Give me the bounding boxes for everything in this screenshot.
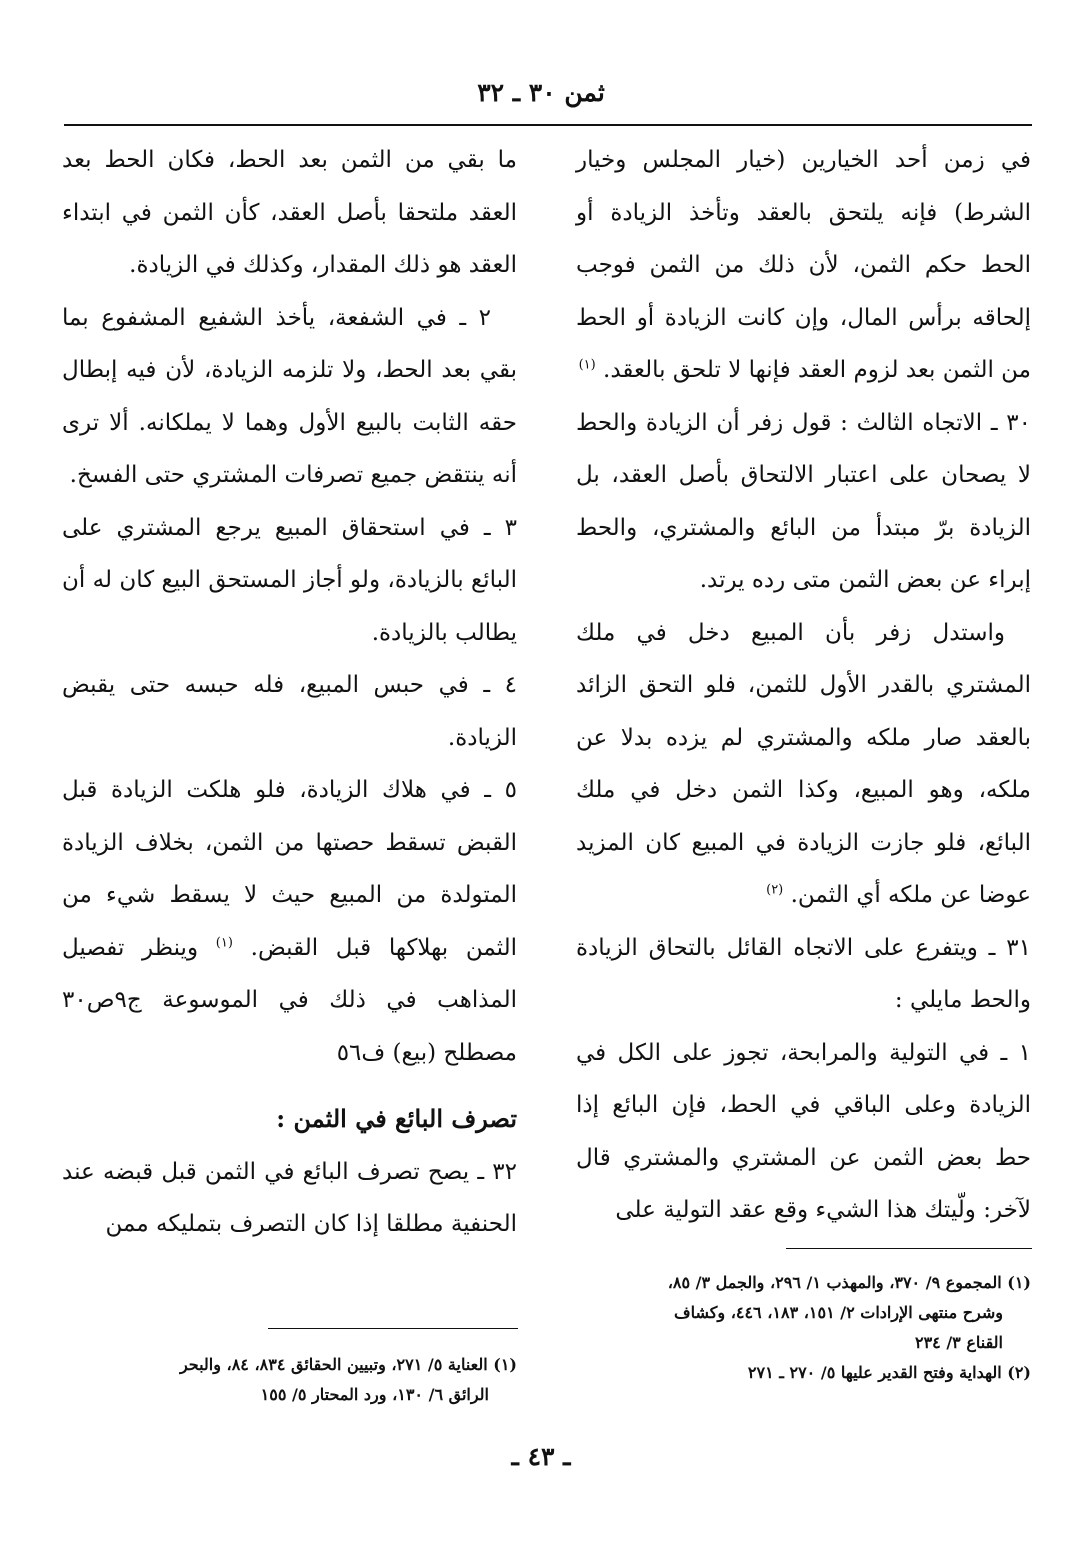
footnote: (١) المجموع ٩/ ٣٧٠، والمهذب ١/ ٢٩٦، والجمل ٣/ ٨٥،: [667, 1273, 1031, 1292]
paragraph: واستدل زفر بأن المبيع دخل في ملك المشتري بالقدر الأول للثمن، فلو التحق الزائد بالعقد صار ملكه والمشتري لم يزده بدلا عن ملكه، وهو المبيع، وكذا الثمن دخل في ملك البائع، فلو جازت الزيادة في المبيع كان المزيد عوضا عن ملكه أي الثمن. $^{(٢)}$: [576, 619, 1031, 908]
footnote-continuation: وشرح منتهى الإرادات ٢/ ١٥١، ١٨٣، ٤٤٦، وكشاف: [674, 1303, 1003, 1322]
footnotes-left: [62, 1350, 517, 1410]
footnote-ref: (٢): [766, 882, 784, 898]
paragraph: ٥ ـ في هلاك الزيادة، فلو هلكت الزيادة قبل القبض تسقط حصتها من الثمن، بخلاف الزيادة المتولدة من المبيع حيث لا يسقط شيء من الثمن بهلاكها قبل القبض. $^{(١)}$ وينظر تفصيل المذاهب في ذلك في الموسوعة ج٩ص٣٠ مصطلح (بيع) ف٥٦: [62, 777, 518, 1066]
footnote-continuation: الرائق ٦/ ١٣٠، ورد المحتار ٥/ ١٥٥: [260, 1385, 489, 1404]
paragraph: ٣ ـ في استحقاق المبيع يرجع المشتري على البائع بالزيادة، ولو أجاز المستحق البيع كان له أن يطالب بالزيادة.: [62, 514, 517, 646]
footnote-ref: (١): [578, 357, 596, 373]
paragraph: ٣١ ـ ويتفرع على الاتجاه القائل بالتحاق الزيادة والحط مايلي :: [576, 934, 1031, 1013]
footnote-rule: [268, 1328, 518, 1329]
paragraph: ٢ ـ في الشفعة، يأخذ الشفيع المشفوع بما بقي بعد الحط، ولا تلزمه الزيادة، لأن فيه إبطال حقه الثابت بالبيع الأول وهما لا يملكانه. ألا ترى أنه ينتقض جميع تصرفات المشتري حتى الفسخ.: [62, 304, 517, 488]
paragraph: ما بقي من الثمن بعد الحط، فكان الحط بعد العقد ملتحقا بأصل العقد، كأن الثمن في ابتداء العقد هو ذلك المقدار، وكذلك في الزيادة.: [62, 147, 517, 278]
paragraph: ٤ ـ في حبس المبيع، فله حبسه حتى يقبض الزيادة.: [62, 672, 517, 751]
page-number: ـ ٤٣ ـ: [511, 1442, 571, 1471]
footnote: (٢) الهداية وفتح القدير عليها ٥/ ٢٧٠ ـ ٢٧١: [747, 1363, 1031, 1382]
footnote: (١) العناية ٥/ ٢٧١، وتبيين الحقائق ٨٣٤، ٨٤، والبحر: [179, 1355, 517, 1374]
paragraph: ١ ـ في التولية والمرابحة، تجوز على الكل في الزيادة وعلى الباقي في الحط، فإن البائع إذا حط بعض الثمن عن المشتري والمشتري قال لآخر: ولّيتك هذا الشيء وقع عقد التولية على: [576, 1039, 1031, 1223]
page-header: ثمن ٣٠ ـ ٣٢: [477, 78, 605, 107]
right-column: [576, 134, 1031, 1237]
footnote-ref: (١): [215, 934, 233, 950]
paragraph: في زمن أحد الخيارين (خيار المجلس وخيار الشرط) فإنه يلتحق بالعقد وتأخذ الزيادة أو الحط حكم الثمن، لأن ذلك من الثمن فوجب إلحاقه برأس المال، وإن كانت الزيادة أو الحط من الثمن بعد لزوم العقد فإنها لا تلحق بالعقد. $^{(١)}$: [576, 147, 1031, 383]
footnotes-right: [576, 1268, 1031, 1388]
paragraph: ٣٠ ـ الاتجاه الثالث : قول زفر أن الزيادة والحط لا يصحان على اعتبار الالتحاق بأصل العقد، بل الزيادة برّ مبتدأ من البائع والمشتري، والحط إبراء عن بعض الثمن متى رده يرتد.: [576, 409, 1031, 593]
section-heading: تصرف البائع في الثمن :: [276, 1104, 517, 1133]
header-rule: [64, 124, 1032, 126]
footnote-rule: [786, 1248, 1032, 1249]
left-column: [62, 134, 517, 1251]
paragraph: ٣٢ ـ يصح تصرف البائع في الثمن قبل قبضه عند الحنفية مطلقا إذا كان التصرف بتمليكه ممن: [62, 1158, 517, 1237]
footnote-continuation: القناع ٣/ ٢٣٤: [914, 1333, 1003, 1352]
